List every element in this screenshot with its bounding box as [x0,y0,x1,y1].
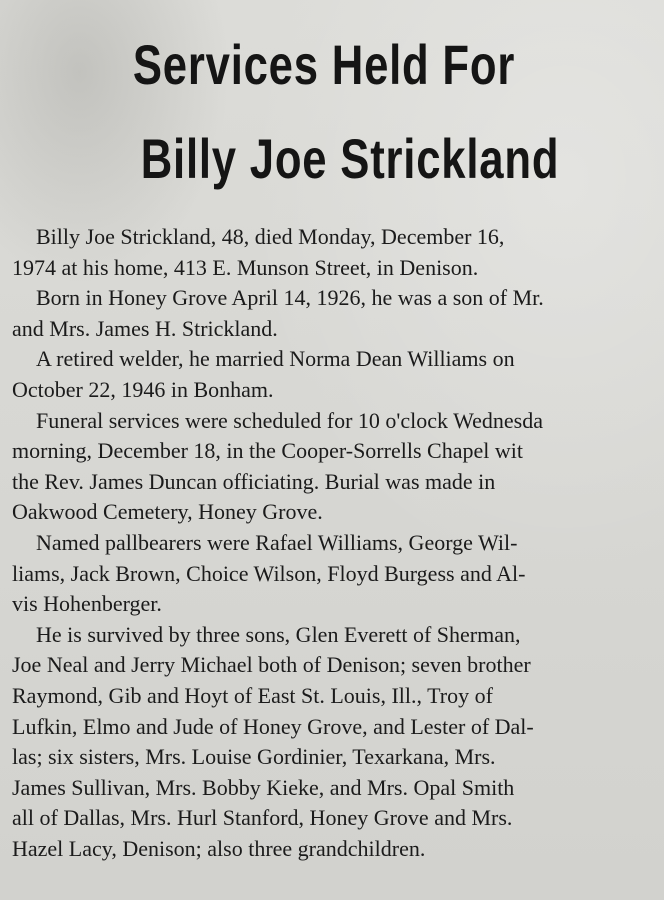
text-line: las; six sisters, Mrs. Louise Gordinier, Texarkana, Mrs. [12,744,496,770]
text-line: Lufkin, Elmo and Jude of Honey Grove, and Lester of Dal- [12,713,534,739]
paragraph-funeral-services [12,406,664,528]
headline-line-2: Billy Joe Strickland [140,127,560,190]
headline-line-1: Services Held For [132,33,516,96]
text-line: Born in Honey Grove April 14, 1926, he was a son of Mr. [36,285,544,311]
obituary-article [12,222,664,864]
text-line: all of Dallas, Mrs. Hurl Stanford, Honey Grove and Mrs. [12,805,513,831]
text-line: Joe Neal and Jerry Michael both of Denison; seven brother [12,652,531,678]
text-line: 1974 at his home, 413 E. Munson Street, in Denison. [12,254,479,280]
paragraph-death-notice [12,222,664,283]
text-line: liams, Jack Brown, Choice Wilson, Floyd Burgess and Al- [12,560,526,586]
text-line: A retired welder, he married Norma Dean Williams on [36,346,515,372]
text-line: He is survived by three sons, Glen Everett of Sherman, [36,621,521,647]
text-line: morning, December 18, in the Cooper-Sorrells Chapel wit [12,438,523,464]
paragraph-marriage [12,344,664,405]
paragraph-survivors [12,620,664,865]
text-line: October 22, 1946 in Bonham. [12,376,274,402]
text-line: Named pallbearers were Rafael Williams, George Wil- [36,529,518,555]
text-line: vis Hohenberger. [12,591,162,617]
text-line: Oakwood Cemetery, Honey Grove. [12,499,323,525]
paragraph-birth [12,283,664,344]
text-line: Raymond, Gib and Hoyt of East St. Louis, Ill., Troy of [12,682,493,708]
text-line: and Mrs. James H. Strickland. [12,315,278,341]
text-line: the Rev. James Duncan officiating. Burial was made in [12,468,496,494]
text-line: James Sullivan, Mrs. Bobby Kieke, and Mrs. Opal Smith [12,774,515,800]
paragraph-pallbearers [12,528,664,620]
text-line: Billy Joe Strickland, 48, died Monday, December 16, [36,224,505,249]
text-line: Funeral services were scheduled for 10 o'clock Wednesda [36,407,543,433]
text-line: Hazel Lacy, Denison; also three grandchildren. [12,835,426,861]
